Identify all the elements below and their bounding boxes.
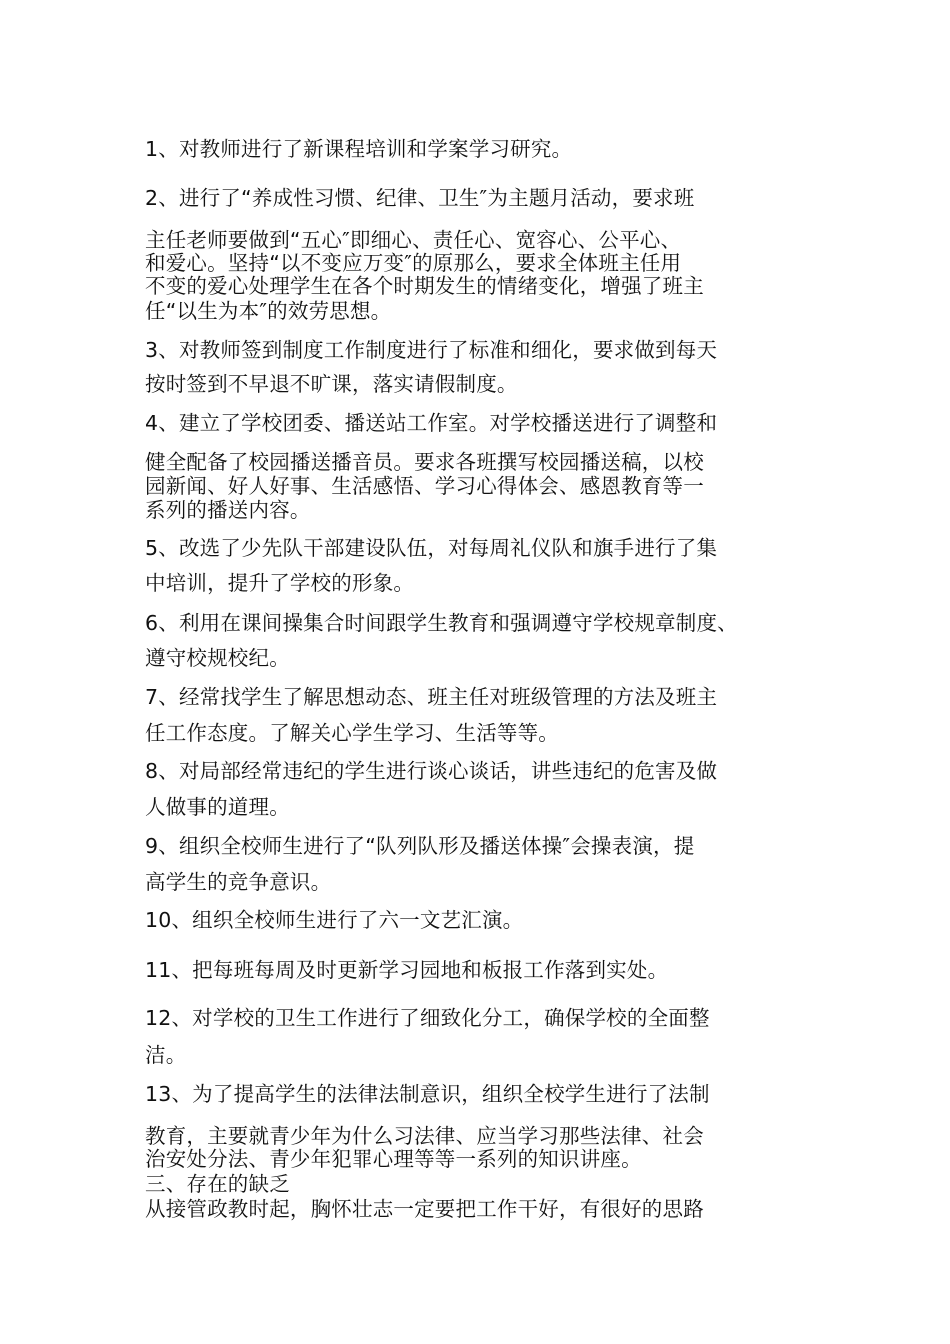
text-line: 12、对学校的卫生工作进行了细致化分工，确保学校的全面整: [145, 1006, 710, 1030]
text-line: 任工作态度。了解关心学生学习、生活等等。: [145, 721, 559, 745]
text-line: 洁。: [145, 1043, 187, 1067]
text-line: 治安处分法、青少年犯罪心理等等一系列的知识讲座。: [145, 1147, 642, 1171]
text-line: 健全配备了校园播送播音员。要求各班撰写校园播送稿，以校: [145, 450, 704, 474]
section-heading: 三、存在的缺乏: [145, 1172, 290, 1196]
text-line: 10、组织全校师生进行了六一文艺汇演。: [145, 908, 524, 932]
text-line: 11、把每班每周及时更新学习园地和板报工作落到实处。: [145, 958, 669, 982]
text-line: 按时签到不早退不旷课，落实请假制度。: [145, 372, 518, 396]
text-line: 中培训，提升了学校的形象。: [145, 571, 415, 595]
text-line: 6、利用在课间操集合时间跟学生教育和强调遵守学校规章制度、: [145, 611, 738, 635]
text-line: 高学生的竞争意识。: [145, 870, 332, 894]
text-line: 7、经常找学生了解思想动态、班主任对班级管理的方法及班主: [145, 685, 718, 709]
text-line: 8、对局部经常违纪的学生进行谈心谈话，讲些违纪的危害及做: [145, 759, 718, 783]
text-line: 4、建立了学校团委、播送站工作室。对学校播送进行了调整和: [145, 411, 718, 435]
text-line: 教育，主要就青少年为什么习法律、应当学习那些法律、社会: [145, 1124, 704, 1148]
text-line: 13、为了提高学生的法律法制意识，组织全校学生进行了法制: [145, 1082, 710, 1106]
text-line: 从接管政教时起，胸怀壮志一定要把工作干好，有很好的思路: [145, 1197, 704, 1221]
text-line: 遵守校规校纪。: [145, 646, 290, 670]
text-line: 和爱心。坚持“以不变应万变″的原那么，要求全体班主任用: [145, 251, 682, 275]
text-line: 9、组织全校师生进行了“队列队形及播送体操″会操表演，提: [145, 834, 695, 858]
text-line: 1、对教师进行了新课程培训和学案学习研究。: [145, 137, 573, 161]
text-line: 不变的爱心处理学生在各个时期发生的情绪变化，增强了班主: [145, 274, 704, 298]
text-line: 2、进行了“养成性习惯、纪律、卫生″为主题月活动，要求班: [145, 186, 695, 210]
text-line: 主任老师要做到“五心″即细心、责任心、宽容心、公平心、: [145, 228, 682, 252]
text-line: 任“以生为本″的效劳思想。: [145, 299, 392, 323]
text-line: 系列的播送内容。: [145, 498, 311, 522]
text-line: 人做事的道理。: [145, 795, 290, 819]
text-line: 园新闻、好人好事、生活感悟、学习心得体会、感恩教育等一: [145, 474, 704, 498]
text-line: 3、对教师签到制度工作制度进行了标准和细化，要求做到每天: [145, 338, 718, 362]
text-line: 5、改选了少先队干部建设队伍，对每周礼仪队和旗手进行了集: [145, 536, 718, 560]
